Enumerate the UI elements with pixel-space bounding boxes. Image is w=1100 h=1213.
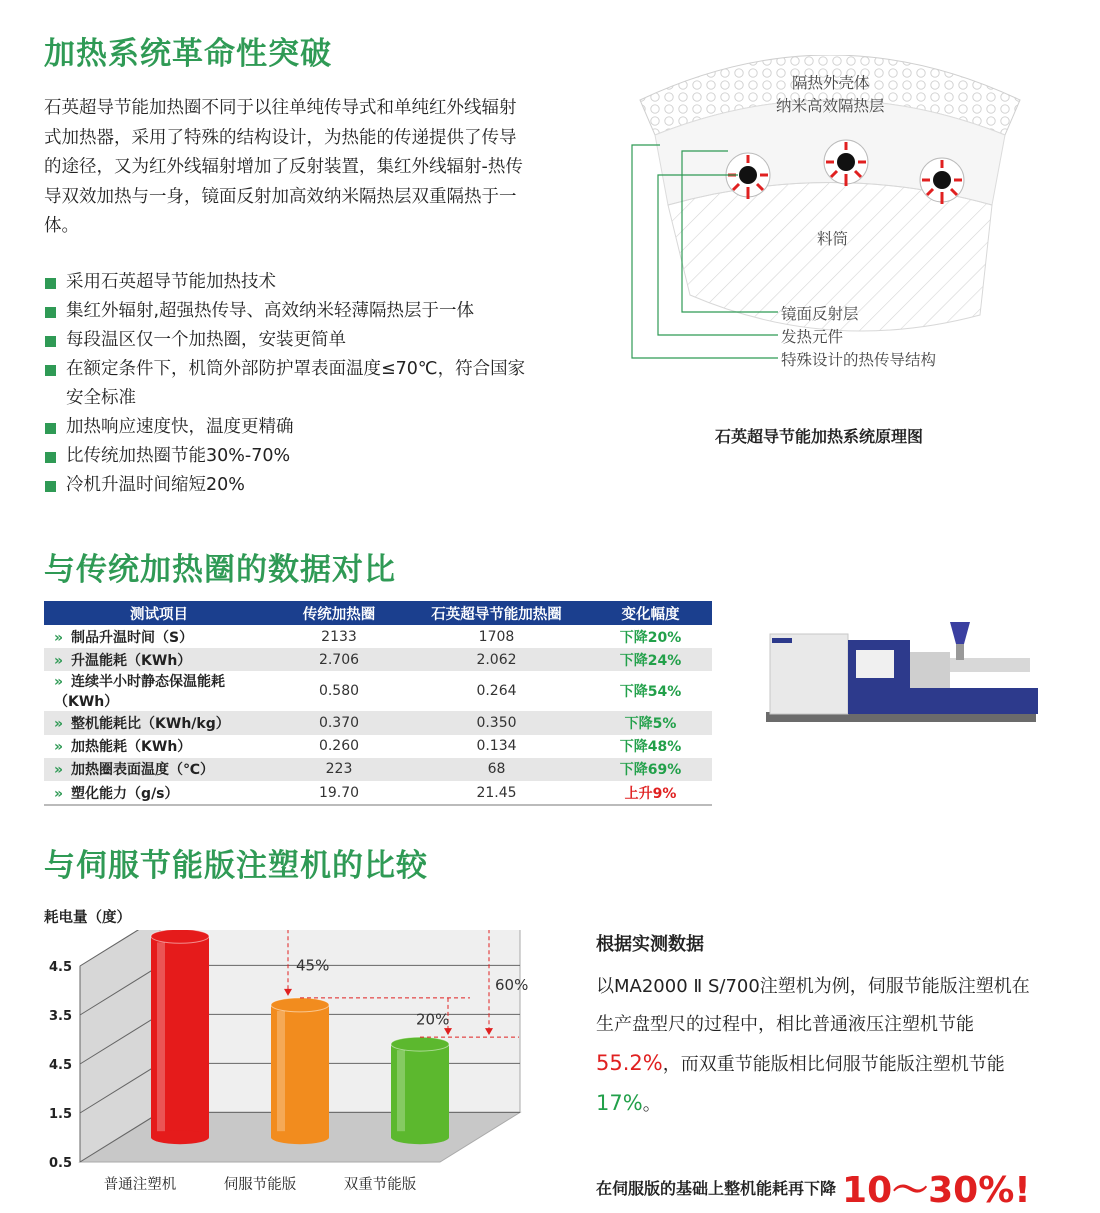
cell-item [44, 781, 274, 805]
feature-item [44, 442, 534, 471]
cell-traditional: 2133 [321, 628, 357, 645]
chart-y-tick: 4.5 [48, 1058, 72, 1073]
table-row [44, 671, 712, 711]
cell-change: 下降24% [589, 648, 712, 671]
bullet-square-icon [45, 481, 56, 492]
label-insulation-shell: 隔热外壳体 [792, 74, 870, 92]
header-change: 变化幅度 [589, 601, 712, 625]
feature-text: 采用石英超导节能加热技术 [66, 272, 276, 292]
bullet-square-icon [45, 452, 56, 463]
data-heading: 根据实测数据 [596, 934, 704, 955]
chart-y-label: 耗电量（度） [44, 910, 131, 926]
bullet-square-icon [45, 307, 56, 318]
chart-y-tick: 0.5 [48, 1156, 72, 1171]
cell-item [44, 648, 274, 671]
cell-quartz: 0.134 [476, 738, 517, 755]
table-row [44, 625, 712, 648]
bottom-big-figure: 10～30%! [842, 1170, 1031, 1211]
bottom-claim [596, 1162, 1031, 1213]
row-marker-icon: » [54, 739, 64, 756]
pct-17: 17% [596, 1091, 643, 1115]
row-item-label: 升温能耗（KWh） [71, 652, 192, 669]
chart-bar-base [271, 1130, 329, 1144]
chart-bar-top [151, 930, 209, 943]
chart-category-label: 普通注塑机 [103, 1177, 177, 1193]
cell-quartz: 2.062 [404, 648, 589, 671]
row-item-label: 制品升温时间（S） [71, 629, 194, 646]
table-row [44, 648, 712, 671]
energy-bar-chart [44, 930, 544, 1205]
feature-text: 在额定条件下，机筒外部防护罩表面温度≤70℃，符合国家安全标准 [66, 359, 526, 408]
bullet-square-icon [45, 336, 56, 347]
feature-text: 集红外辐射,超强热传导、高效纳米轻薄隔热层于一体 [66, 301, 475, 321]
cell-item [44, 711, 274, 734]
label-heat-structure: 特殊设计的热传导结构 [781, 351, 937, 369]
chart-y-tick: 4.5 [48, 960, 72, 975]
label-heating-element: 发热元件 [781, 328, 844, 346]
table-row [44, 735, 712, 758]
row-item-label: 加热圈表面温度（℃） [71, 762, 214, 779]
feature-text: 比传统加热圈节能30%-70% [66, 446, 291, 466]
feature-item [44, 471, 534, 500]
feature-list [44, 268, 534, 500]
cell-item [44, 758, 274, 781]
cell-quartz: 68 [404, 758, 589, 781]
cell-traditional: 0.370 [274, 711, 404, 734]
annotation-label: 20% [416, 1010, 450, 1029]
row-marker-icon: » [54, 652, 64, 669]
cell-traditional: 19.70 [274, 781, 404, 805]
row-marker-icon: » [54, 715, 64, 732]
cell-change: 下降20% [619, 629, 682, 646]
feature-item [44, 268, 534, 297]
label-barrel: 料筒 [817, 230, 849, 248]
row-item-label: 整机能耗比（KWh/kg） [71, 715, 230, 732]
feature-item [44, 326, 534, 355]
feature-text: 每段温区仅一个加热圈，安装更简单 [66, 330, 346, 350]
table-header-row [44, 601, 712, 625]
feature-item [44, 355, 534, 413]
row-item-label: 连续半小时静态保温能耗（KWh） [54, 674, 226, 711]
row-item-label: 塑化能力（g/s） [71, 785, 179, 802]
header-test-item: 测试项目 [44, 601, 274, 625]
cell-change: 下降48% [619, 739, 682, 756]
annotation-label: 45% [296, 956, 330, 975]
header-traditional: 传统加热圈 [274, 601, 404, 625]
comparison-table [44, 601, 712, 806]
annotation-label: 60% [495, 976, 529, 995]
chart-bar-top [391, 1037, 449, 1051]
heading-heating-breakthrough: 加热系统革命性突破 [44, 36, 332, 72]
bottom-text: 在伺服版的基础上整机能耗再下降 [596, 1179, 837, 1198]
data-description [596, 968, 1036, 1124]
desc-part: 以MA2000 Ⅱ S/700注塑机为例，伺服节能版注塑机在生产盘型尺的过程中，相比普通液压注塑机节能 [596, 976, 1030, 1035]
cell-change: 下降54% [619, 684, 682, 701]
chart-y-tick: 3.5 [48, 1009, 72, 1024]
table-row [44, 758, 712, 781]
cell-change: 上升9% [589, 781, 712, 805]
cell-item [44, 671, 274, 711]
cell-item [44, 625, 274, 648]
label-mirror-layer: 镜面反射层 [781, 305, 859, 323]
chart-bar-top [271, 998, 329, 1012]
chart-bar-base [151, 1130, 209, 1144]
cell-traditional: 0.260 [318, 738, 360, 755]
cell-quartz: 21.45 [404, 781, 589, 805]
bullet-square-icon [45, 365, 56, 376]
chart-bar-highlight [277, 1011, 285, 1131]
chart-y-tick: 1.5 [48, 1107, 72, 1122]
header-quartz: 石英超导节能加热圈 [404, 601, 589, 625]
bullet-square-icon [45, 423, 56, 434]
feature-item [44, 297, 534, 326]
label-nano-insulation: 纳米高效隔热层 [776, 97, 885, 115]
feature-item [44, 413, 534, 442]
intro-paragraph: 石英超导节能加热圈不同于以往单纯传导式和单纯红外线辐射式加热器，采用了特殊的结构设计，为热能的传递提供了传导的途径，又为红外线辐射增加了反射装置，集红外线辐射-热传导双效加热与一身，镜面反射加高效纳米隔热层双重隔热于一体。 [44, 98, 523, 236]
row-marker-icon: » [54, 785, 64, 802]
row-marker-icon: » [54, 762, 64, 779]
diagram-caption: 石英超导节能加热系统原理图 [715, 427, 924, 446]
row-marker-icon: » [54, 674, 64, 691]
cell-traditional: 0.580 [318, 683, 360, 700]
bullet-square-icon [45, 278, 56, 289]
table-row [44, 781, 712, 805]
chart-bar-highlight [397, 1050, 405, 1131]
cell-quartz: 1708 [478, 628, 515, 645]
desc-part: 。 [642, 1094, 661, 1115]
desc-part: ，而双重节能版相比伺服节能版注塑机节能 [662, 1054, 1005, 1075]
pct-55: 55.2% [596, 1051, 663, 1075]
heading-data-comparison: 与传统加热圈的数据对比 [44, 552, 396, 588]
cell-traditional: 223 [274, 758, 404, 781]
injection-machine-image [760, 622, 1046, 730]
chart-category-label: 伺服节能版 [223, 1177, 297, 1193]
feature-text: 冷机升温时间缩短20% [66, 475, 245, 495]
chart-category-label: 双重节能版 [343, 1177, 417, 1193]
row-marker-icon: » [54, 629, 64, 646]
cell-change: 下降69% [589, 758, 712, 781]
chart-bar-highlight [157, 942, 165, 1131]
chart-bar-base [391, 1130, 449, 1144]
heading-servo-comparison: 与伺服节能版注塑机的比较 [44, 848, 428, 884]
feature-text: 加热响应速度快，温度更精确 [66, 417, 294, 437]
cell-item [44, 735, 274, 758]
cell-change: 下降5% [589, 711, 712, 734]
chart-back-wall [160, 930, 520, 1112]
cell-quartz: 0.264 [476, 683, 517, 700]
table-row [44, 711, 712, 734]
cell-traditional: 2.706 [274, 648, 404, 671]
row-item-label: 加热能耗（KWh） [71, 739, 192, 756]
cell-quartz: 0.350 [404, 711, 589, 734]
